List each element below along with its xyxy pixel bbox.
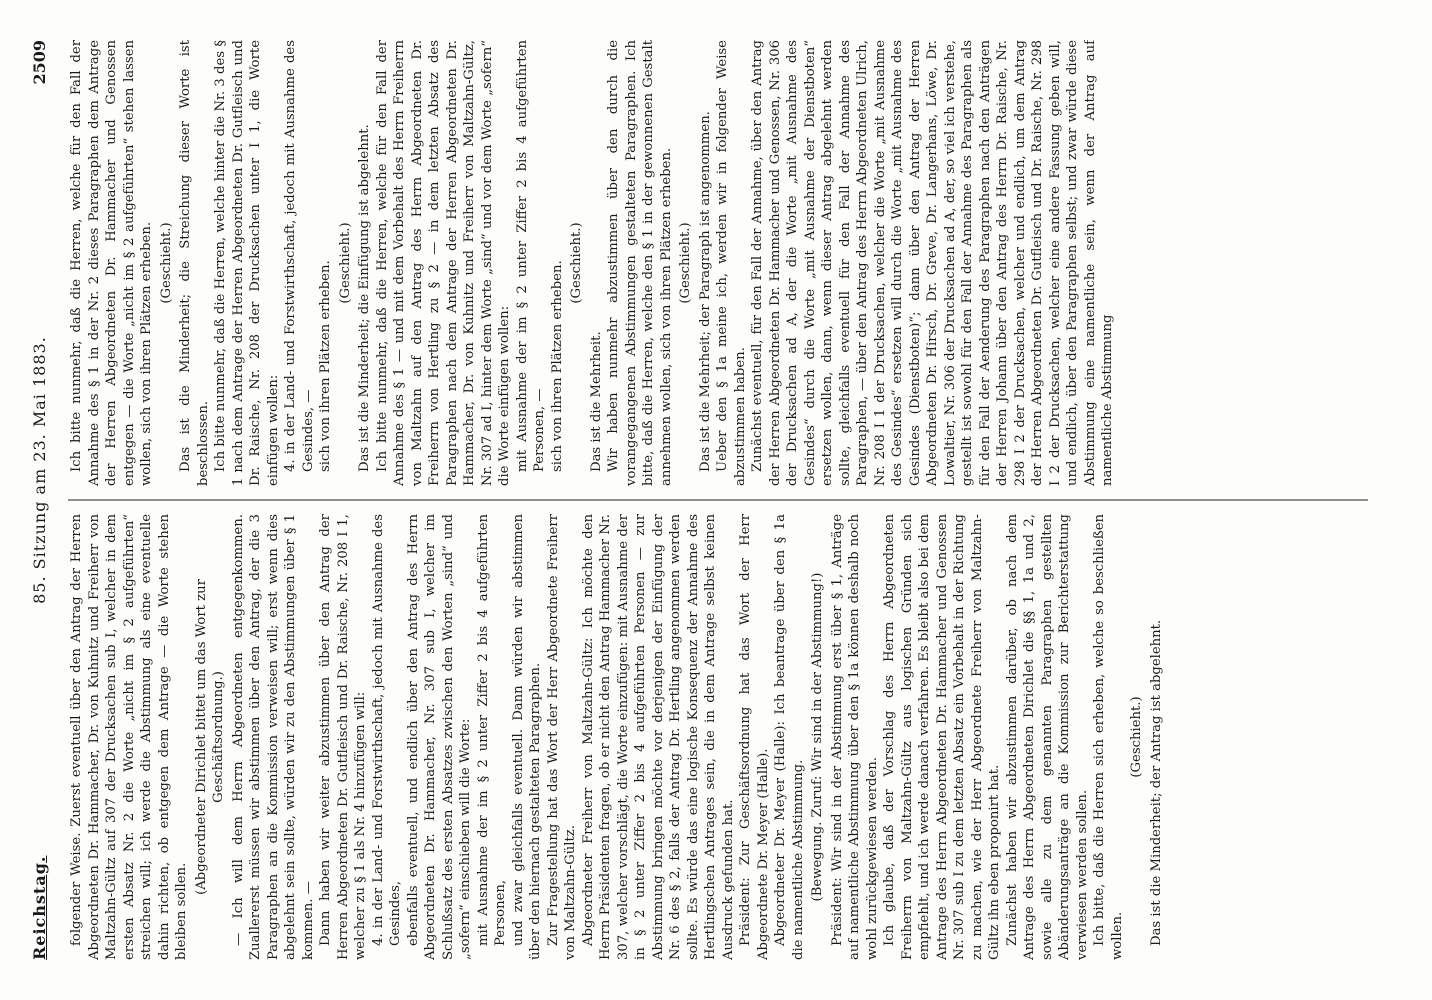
paragraph: (Bewegung. Zuruf: Wir sind in der Abstimmung!) [810,572,825,902]
paragraph: Abgeordneter Freiherr von Maltzahn-Gültz: Ich möchte den Herrn Präsidenten fragen, ob er nicht den Antrag Hammacher Nr. 307, welcher vorschlägt, die Worte einzufügen: mit Ausnahme der in § 2 unter Ziffer 2 bis 4 aufgeführten Personen — zur Abstimmung bringen möchte vor derjenigen der Einfügung der Nr. 6 des § 2, falls der Antrag Dr. Hertling angenommen werden sollte. Es würde das eine logische Konsequenz der Annahme des Hertlingschen Antrages sein, die in dem Antrage selbst keinen Ausdruck gefunden hat. [580,514,736,960]
left-column [68,514,1368,960]
paragraph: Ich bitte nunmehr, daß die Herren, welche für den Fall der Annahme des § 1 — und mit dem Vorbehalt des Herrn Freiherrn von Maltzahn auf den Antrag des Herrn Abgeordneten Dr. Freiherrn von Hertling zu § 2 — in dem letzten Absatz des Paragraphen nach dem Antrage der Herren Abgeordneten Dr. Hammacher, Dr. von Kuhnitz und Freiherr von Maltzahn-Gültz, Nr. 307 ad I, hinter dem Worte „sind“ und vor dem Worte „sofern“ die Worte einfügen wollen: [374,40,512,486]
text-columns [68,40,1368,960]
paragraph: Das ist die Minderheit; die Einfügung ist abgelehnt. [357,124,372,472]
paragraph: sich von ihren Plätzen erheben. [549,260,565,472]
paragraph: Dann haben wir weiter abzustimmen über den Antrag der Herren Abgeordneten Dr. Gutfleisch und Dr. Raische, Nr. 208 I 1, welcher zu § 1 als Nr. 4 hinzufügen will: [318,514,368,960]
paragraph: und zwar gleichfalls eventuell. Dann würden wir abstimmen über den hiernach gestalteten Paragraphen. [510,514,543,960]
paragraph: (Geschieht.) [158,222,174,304]
column-divider [68,500,1368,501]
paragraph: (Geschieht.) [1129,696,1144,778]
paragraph: Das ist die Minderheit; die Streichung dieser Worte ist beschlossen. [178,40,211,486]
paragraph: Zunächst eventuell, für den Fall der Annahme, über den Antrag der Herren Abgeordneten Dr. Hammacher und Genossen, Nr. 306 der Drucksachen ad A, der die Worte „mit Ausnahme des Gesindes“ durch die Worte „mit Ausnahme der Dienstboten“ ersetzen wollen, dann, wenn dieser Antrag abgelehnt werden sollte, gleichfalls eventuell für den Fall der Annahme des Paragraphen, — über den Antrag des Herrn Abgeordneten Ulrich, Nr. 208 I 1 der Drucksachen, welcher die Worte „mit Ausnahme des Gesindes“ ersetzen will durch die Worte „mit Ausnahme des Gesindes (Dienstboten)“; dann über den Antrag der Herren Abgeordneten Dr. Hirsch, Dr. Greve, Dr. Langerhans, Löwe, Dr. Lowaltier, Nr. 306 der Drucksachen ad A, der, so viel ich verstehe, gestellt ist sowohl für den Fall der Annahme des Paragraphen als für den Fall der Aenderung des Paragraphen nach den Anträgen der Herren Johann über den Antrag des Herrn Dr. Raische, Nr. 298 I 2 der Drucksachen, welcher und endlich, um dem Antrag der Herren Abgeordneten Dr. Gutfleisch und Dr. Raische, Nr. 298 I 2 der Drucksachen, welcher eine andere Fassung geben will, und endlich, über den Paragraphen selbst; und zwar würde diese Abstimmung eine namentliche sein, wenn der Antrag auf namentliche Abstimmung [750,40,1115,486]
page-number: 2509 [30,40,49,85]
paragraph: Das ist die Mehrheit. [588,331,604,472]
paragraph: Ich bitte nunmehr, daß die Herren, welche hinter die Nr. 3 des § 1 nach dem Antrage der Herren Abgeordneten Dr. Gutfleisch und Dr. Raische, Nr. 208 der Drucksachen unter I 1, die Worte einfügen wollen: [213,40,281,486]
paragraph: mit Ausnahme der im § 2 unter Ziffer 2 bis 4 aufgeführten Personen, [475,514,508,946]
page-header [30,40,58,960]
paragraph: sich von ihren Plätzen erheben. [318,260,333,472]
paragraph: (Geschieht.) [678,222,693,304]
paragraph: Ich bitte, daß die Herren sich erheben, welche so beschließen wollen. [1092,514,1125,960]
paragraph: Präsident: Wir sind in der Abstimmung erst über § 1, Anträge auf namentliche Abstimmung über den § 1a können deshalb noch wohl zurückgewiesen werden. [829,514,880,960]
paragraph: Zur Fragestellung hat das Wort der Herr Abgeordnete Freiherr von Maltzahn-Gültz. [545,514,578,960]
paragraph: ebenfalls eventuell, und endlich über den Antrag des Herrn Abgeordneten Dr. Hammacher, Nr. 307 sub I, welcher im Schlußsatz des ersten Absatzes zwischen den Worten „sind“ und „sofern“ einschieben will die Worte: [405,514,473,960]
paragraph: mit Ausnahme der im § 2 unter Ziffer 2 bis 4 aufgeführten Personen, — [514,40,547,472]
paragraph: Präsident: Zur Geschäftsordnung hat das Wort der Herr Abgeordnete Dr. Meyer (Halle). [738,514,771,960]
paragraph: Das ist die Minderheit; der Antrag ist abgelehnt. [1148,619,1164,946]
header-title: Reichstag. [30,855,49,960]
paragraph: Wir haben nunmehr abzustimmen über den durch die vorangegangenen Abstimmungen gestalteten Paragraphen. Ich bitte, daß die Herren, welche den § 1 in der gewonnenen Gestalt annehmen wollen, sich von ihren Plätzen erheben. [606,40,674,486]
digitization-note [1412,20,1426,980]
paragraph: folgender Weise. Zuerst eventuell über den Antrag der Herren Abgeordneten Dr. Hammacher, Dr. von Kuhnitz und Freiherr von Maltzahn-Gültz auf 307 der Drucksachen sub I, welcher in dem ersten Absatz Nr. 2 die Worte „nicht im § 2 aufgeführten“ streichen will; ich werde die Abstimmung als eine eventuelle dahin richten, ob entgegen dem Antrage — die Worte stehen bleiben sollen. [69,514,189,960]
paragraph: (Abgeordneter Dirichlet bittet um das Wort zur Geschäftsordnung.) [193,579,226,895]
paragraph: Ich bitte nunmehr, daß die Herren, welche für den Fall der Annahme des § 1 in der Nr. 2 dieses Paragraphen dem Antrage der Herren Abgeordneten Dr. Hammacher und Genossen entgegen — die Worte „nicht im § 2 aufgeführten“ stehen lassen wollen, sich von ihren Plätzen erheben. [69,40,154,486]
paragraph: (Geschieht.) [337,222,353,304]
paragraph: — Ich will dem Herrn Abgeordneten entgegenkommen. Zuallererst müssen wir abstimmen über den Antrag, der die 3 Paragraphen an die Kommission verweisen will; erst wenn dies abgelehnt sein sollte, würden wir zu den Abstimmungen über § 1 kommen. — [230,514,316,960]
header-session: 85. Sitzung am 23. Mai 1883. [30,336,49,604]
paragraph: Ich glaube, daß der Vorschlag des Herrn Abgeordneten Freiherrn von Maltzahn-Gültz aus logischen Gründen sich empfiehlt, und ich werde danach verfahren. Es bleibt also bei dem Antrage des Herrn Abgeordneten Dr. Hammacher und Genossen Nr. 307 sub I zu dem letzten Absatz ein Vorbehalt in der Richtung zu machen, wie der Herr Abgeordnete Freiherr von Maltzahn-Gültz ihn eben proponirt hat. [882,514,1002,960]
paragraph: (Geschieht.) [569,222,584,304]
paragraph: Ueber den § 1a meine ich, werden wir in folgender Weise abzustimmen haben. [715,40,748,486]
right-column [68,40,1368,486]
paragraph: 4. in der Land- und Forstwirthschaft, jedoch mit Ausnahme des Gesindes, [370,514,403,946]
paragraph: Abgeordneter Dr. Meyer (Halle): Ich beantrage über den § 1a die namentliche Abstimmung. [773,514,806,960]
paragraph: Zunächst haben wir abzustimmen darüber, ob nach dem Antrage des Herrn Abgeordneten Dirichlet die §§ 1, 1a und 2, sowie alle zu dem genannten Paragraphen gestellten Abänderungsanträge an die Kommission zur Berichterstattung verwiesen werden sollen. [1004,514,1090,960]
paragraph: Das ist die Mehrheit; der Paragraph ist angenommen. [697,111,713,472]
paragraph: 4. in der Land- und Forstwirthschaft, jedoch mit Ausnahme des Gesindes, — [283,40,316,472]
